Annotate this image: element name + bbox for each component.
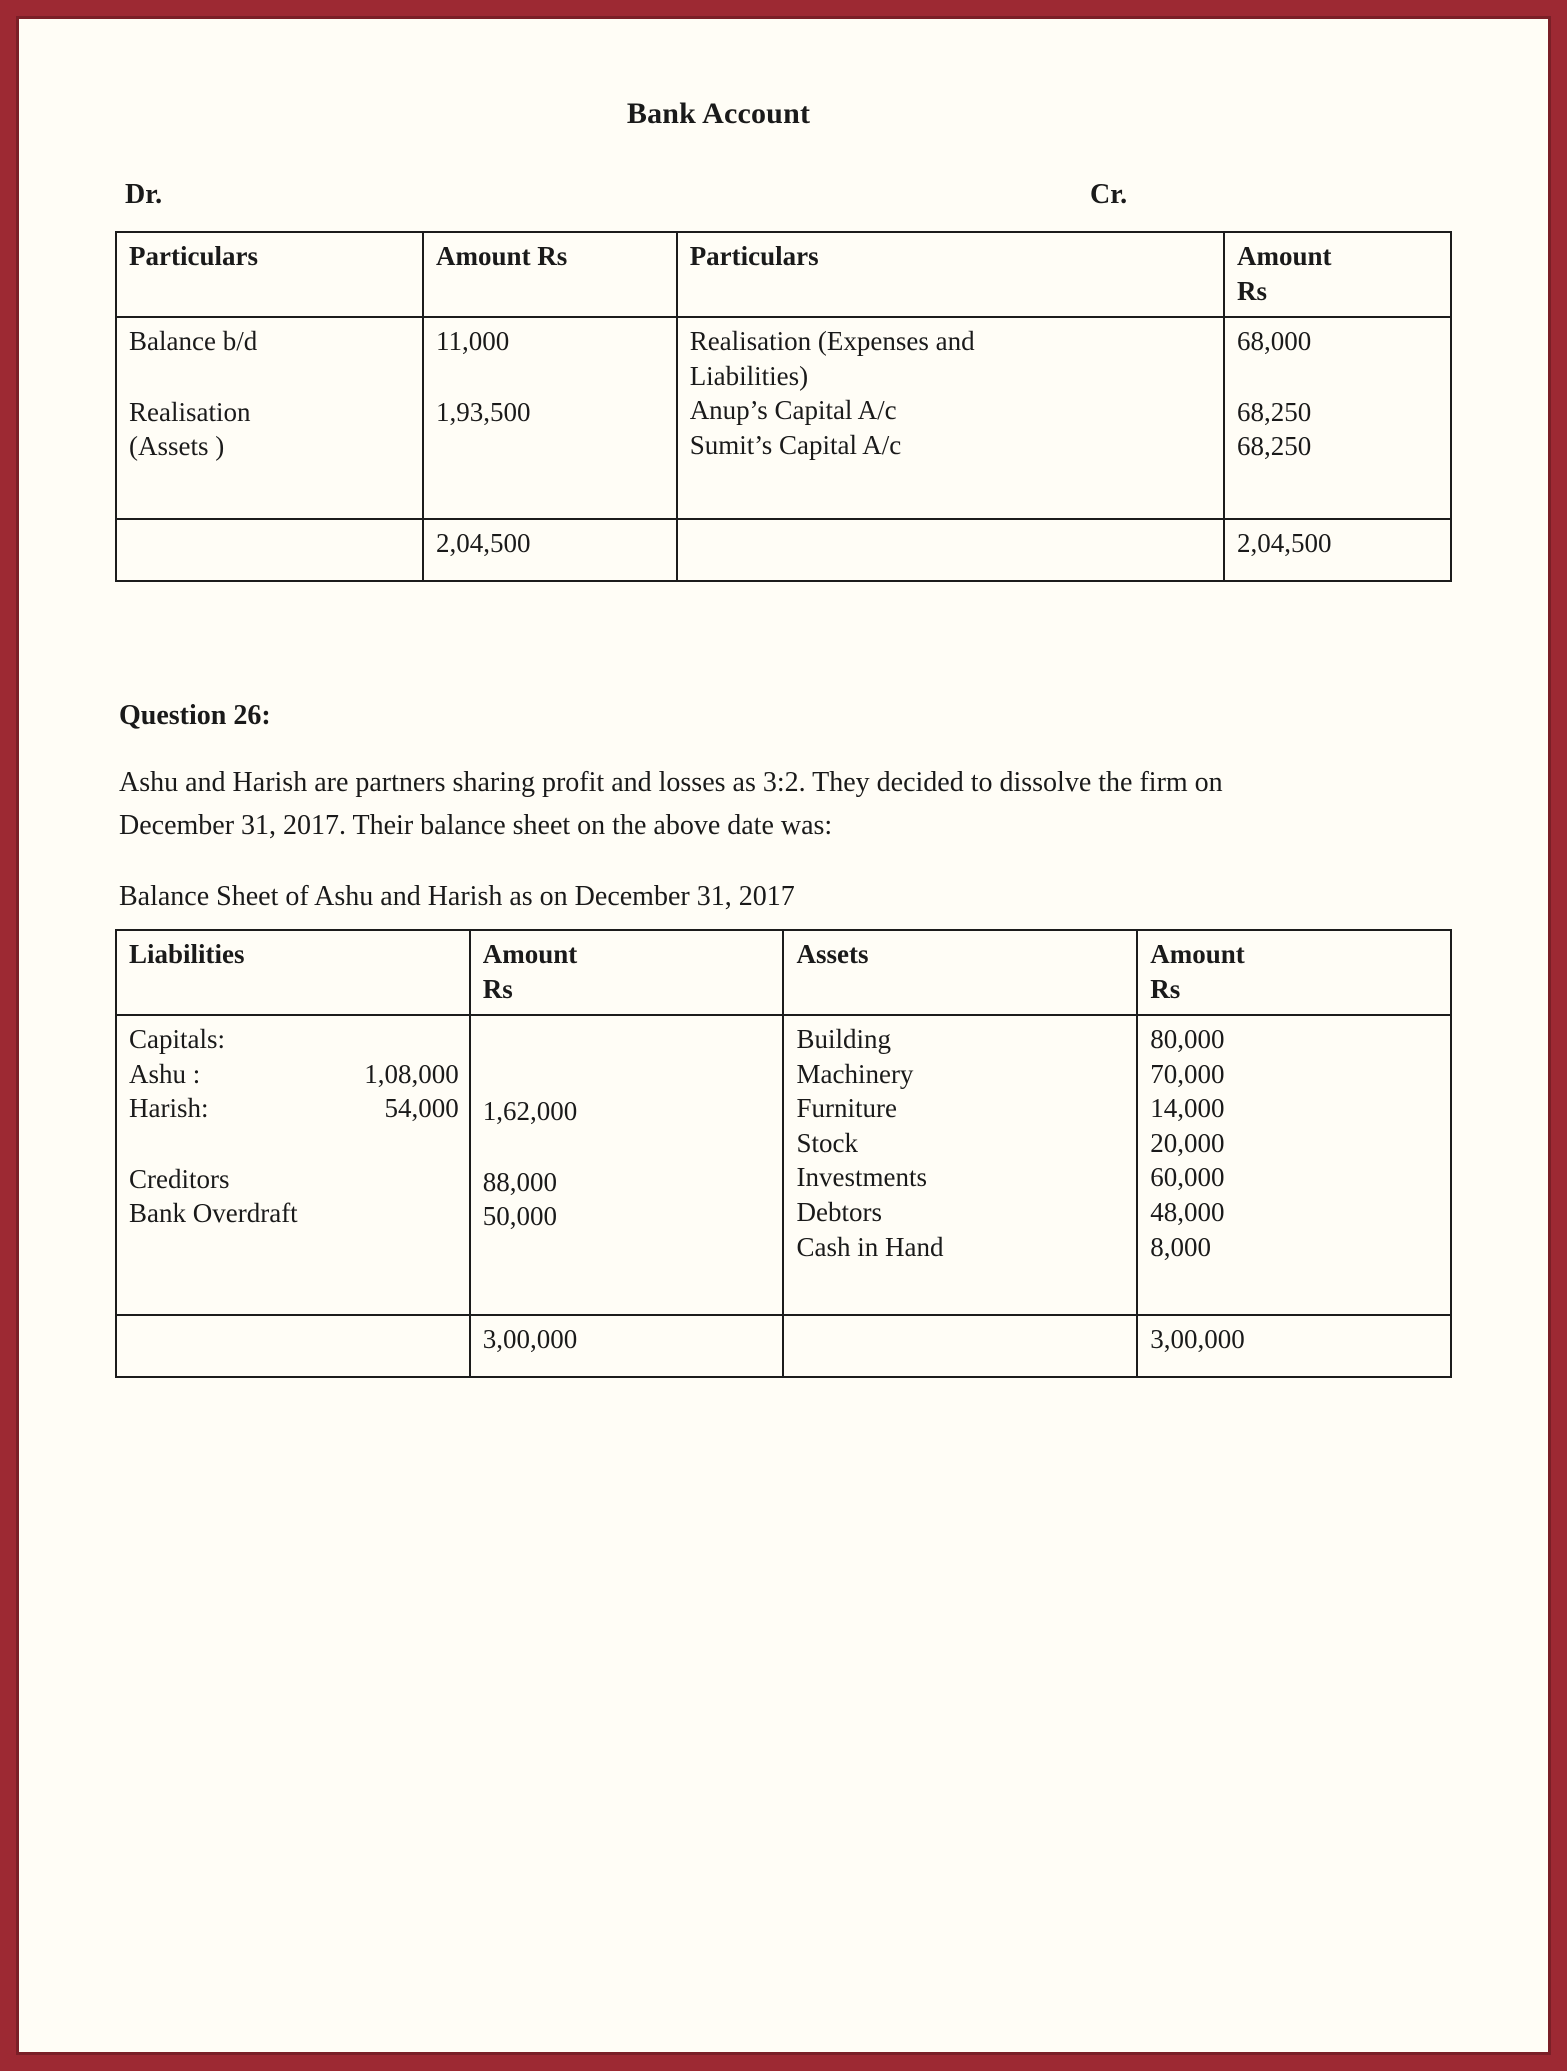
table-row — [116, 317, 1451, 519]
balance-sheet-table — [115, 929, 1452, 1378]
assets-amount-header-line1: Amount — [1150, 939, 1245, 970]
asset-name-stock: Stock — [796, 1127, 858, 1158]
asset-amount-stock: 20,000 — [1150, 1127, 1225, 1158]
debit-total-blank-cell — [116, 519, 423, 581]
cr-label: Cr. — [1090, 179, 1128, 210]
capital-line-ashu — [129, 1057, 459, 1092]
asset-amount-machinery: 70,000 — [1150, 1058, 1225, 1089]
credit-particulars-cell — [677, 317, 1224, 519]
asset-amount-building: 80,000 — [1150, 1024, 1225, 1055]
credit-amount-line-3: 68,250 — [1237, 431, 1312, 462]
liabilities-amount-spacer-1 — [483, 1058, 773, 1094]
dr-cr-labels — [115, 179, 1452, 219]
debit-particulars-line-1 — [129, 359, 412, 395]
liability-name-bank-overdraft: Bank Overdraft — [129, 1198, 298, 1229]
liabilities-amount-spacer-2 — [483, 1129, 773, 1165]
bank-account-table — [115, 231, 1452, 582]
debit-particulars-line-2: Realisation — [129, 396, 251, 427]
column-header-liabilities-amount — [470, 930, 784, 1015]
question-paragraph: Ashu and Harish are partners sharing profit and losses as 3:2. They decided to dissolve the firm on December 31, 2017. Their balance sheet on the above date was: — [119, 767, 1223, 841]
debit-total-cell: 2,04,500 — [423, 519, 677, 581]
liabilities-total-blank-cell — [116, 1315, 470, 1377]
liabilities-particulars-cell — [116, 1015, 470, 1315]
asset-amount-furniture: 14,000 — [1150, 1093, 1225, 1124]
liabilities-amount-cell — [470, 1015, 784, 1315]
credit-particulars-line-1: Liabilities) — [689, 360, 809, 391]
debit-amount-cell — [423, 317, 677, 519]
capitals-total-amount: 1,62,000 — [482, 1096, 578, 1127]
table-total-row — [116, 519, 1451, 581]
debit-particulars-line-3: (Assets ) — [129, 431, 225, 462]
assets-amount-header-line2: Rs — [1150, 973, 1181, 1004]
capitals-label: Capitals: — [129, 1024, 225, 1055]
page-content — [19, 19, 1548, 2052]
column-header-debit-particulars: Particulars — [116, 232, 423, 317]
debit-particulars-line-0: Balance b/d — [129, 326, 258, 357]
assets-particulars-cell — [783, 1015, 1137, 1315]
liabilities-amount-header-line1: Amount — [482, 939, 578, 970]
credit-particulars-line-3: Sumit’s Capital A/c — [689, 429, 902, 460]
page-border-frame — [16, 16, 1551, 2055]
assets-total-blank-cell — [783, 1315, 1137, 1377]
column-header-debit-amount: Amount Rs — [423, 232, 677, 317]
debit-particulars-cell — [116, 317, 423, 519]
asset-name-cash-in-hand: Cash in Hand — [796, 1231, 944, 1262]
column-header-assets: Assets — [783, 930, 1137, 1015]
liabilities-amount-header-line2: Rs — [482, 973, 513, 1004]
credit-total-blank-cell — [677, 519, 1224, 581]
table-header-row — [116, 232, 1451, 317]
balance-sheet-caption: Balance Sheet of Ashu and Harish as on December 31, 2017 — [119, 881, 795, 913]
asset-amount-debtors: 48,000 — [1150, 1197, 1225, 1228]
liabilities-amount-spacer-0 — [483, 1022, 773, 1058]
credit-amount-line-0: 68,000 — [1237, 326, 1312, 357]
liability-name-creditors: Creditors — [129, 1163, 230, 1194]
asset-name-investments: Investments — [796, 1162, 927, 1193]
capital-line-harish — [129, 1091, 459, 1126]
table-header-row — [116, 930, 1451, 1015]
capital-value-ashu: 1,08,000 — [364, 1058, 459, 1089]
debit-amount-line-1 — [436, 359, 666, 395]
credit-amount-cell — [1224, 317, 1451, 519]
credit-particulars-line-2: Anup’s Capital A/c — [689, 395, 897, 426]
capital-name-ashu: Ashu : — [129, 1058, 201, 1089]
credit-amount-line-2: 68,250 — [1237, 396, 1312, 427]
credit-particulars-line-0: Realisation (Expenses and — [689, 326, 975, 357]
asset-amount-cash-in-hand: 8,000 — [1150, 1231, 1211, 1262]
assets-total-cell: 3,00,000 — [1137, 1315, 1451, 1377]
credit-total-cell: 2,04,500 — [1224, 519, 1451, 581]
column-header-liabilities: Liabilities — [116, 930, 470, 1015]
capital-value-harish: 54,000 — [384, 1093, 459, 1124]
credit-amount-header-line2: Rs — [1237, 275, 1268, 306]
asset-name-building: Building — [796, 1024, 891, 1055]
column-header-credit-particulars: Particulars — [677, 232, 1224, 317]
debit-amount-line-0: 11,000 — [436, 326, 510, 357]
credit-amount-line-1 — [1237, 359, 1440, 395]
column-header-assets-amount — [1137, 930, 1451, 1015]
table-total-row — [116, 1315, 1451, 1377]
asset-amount-investments: 60,000 — [1150, 1162, 1225, 1193]
credit-amount-header-line1: Amount — [1237, 241, 1332, 271]
liability-amount-bank-overdraft: 50,000 — [482, 1201, 558, 1232]
capital-name-harish: Harish: — [129, 1093, 209, 1124]
column-header-credit-amount — [1224, 232, 1451, 317]
bank-account-title: Bank Account — [626, 97, 811, 130]
liabilities-total-cell: 3,00,000 — [470, 1315, 784, 1377]
liability-amount-creditors: 88,000 — [482, 1166, 558, 1197]
asset-name-debtors: Debtors — [796, 1197, 882, 1228]
question-heading: Question 26: — [119, 700, 271, 732]
dr-label: Dr. — [125, 179, 163, 210]
liabilities-spacer-line — [129, 1126, 459, 1162]
asset-name-machinery: Machinery — [796, 1058, 914, 1089]
asset-name-furniture: Furniture — [796, 1093, 897, 1124]
debit-amount-line-2: 1,93,500 — [436, 396, 531, 427]
table-row — [116, 1015, 1451, 1315]
assets-amount-cell — [1137, 1015, 1451, 1315]
